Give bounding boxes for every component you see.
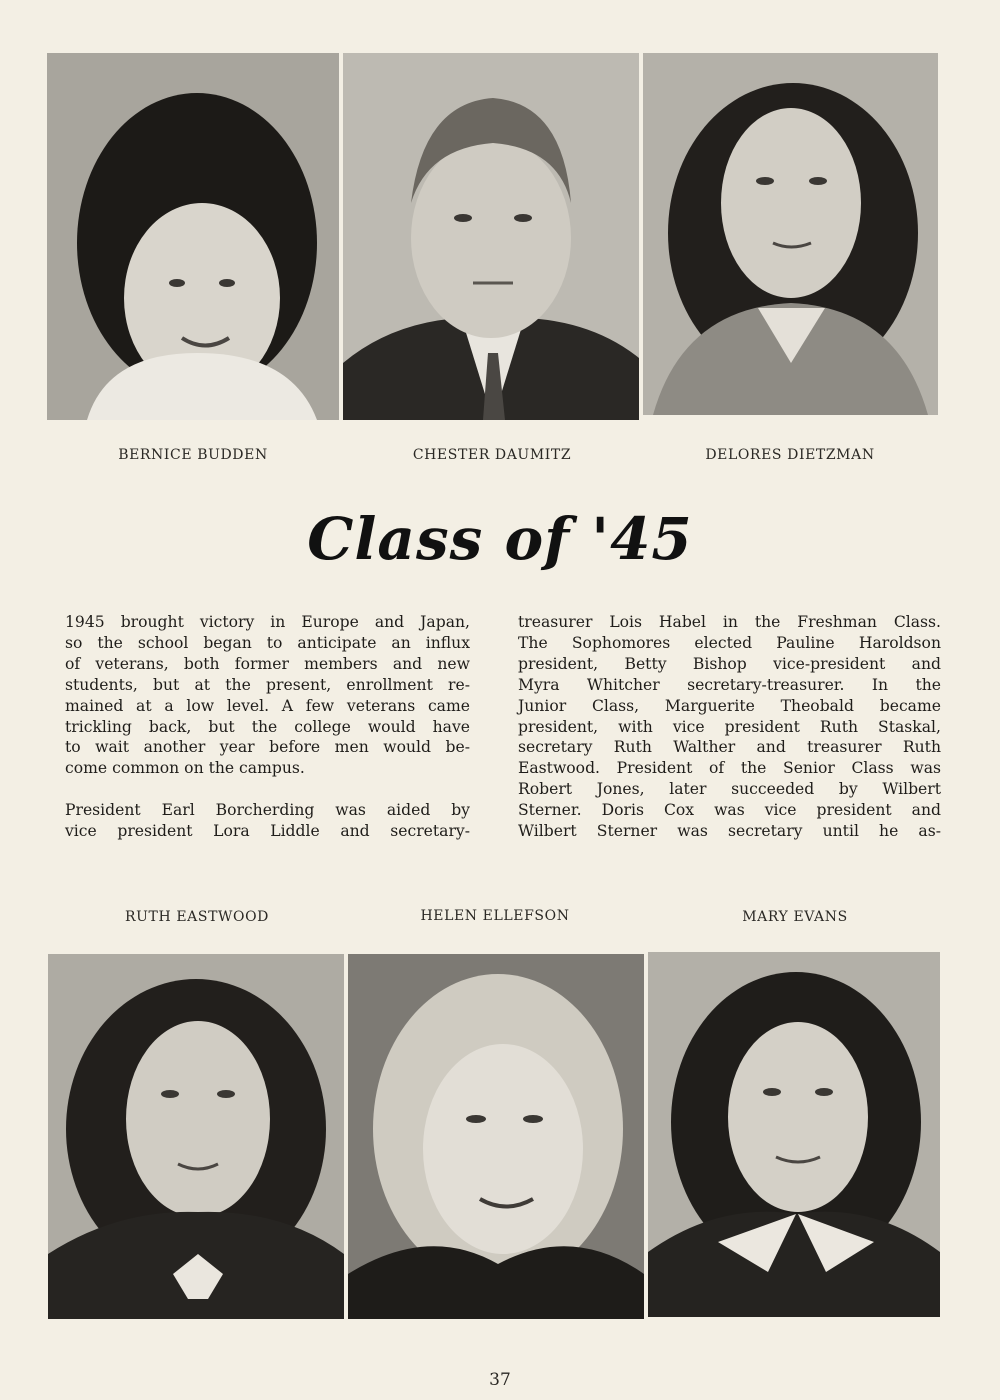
caption-chester-daumitz: CHESTER DAUMITZ: [412, 447, 572, 463]
text-line: Robert Jones, later succeeded by Wilbert: [518, 780, 941, 799]
portrait-mary-evans: [648, 952, 940, 1317]
text-line: The Sophomores elected Pauline Haroldson: [518, 633, 941, 652]
text-line: secretary Ruth Walther and treasurer Ruth: [518, 738, 941, 757]
text-line: Junior Class, Marguerite Theobald became: [518, 696, 941, 715]
text-line: treasurer Lois Habel in the Freshman Class.: [518, 613, 941, 631]
text-line: president, Betty Bishop vice-president and: [518, 654, 941, 673]
text-line: trickling back, but the college would have: [65, 717, 470, 736]
paragraph-continued: [518, 612, 941, 842]
portrait-ruth-eastwood: [48, 954, 344, 1319]
portrait-helen-ellefson: [348, 954, 644, 1319]
paragraph-1: [47, 612, 470, 779]
text-line: of veterans, both former members and new: [65, 654, 470, 673]
text-line: Sterner. Doris Cox was vice president and: [518, 801, 941, 820]
caption-delores-dietzman: DELORES DIETZMAN: [705, 447, 875, 463]
text-line: Wilbert Sterner was secretary until he as-: [518, 822, 941, 841]
caption-mary-evans: MARY EVANS: [742, 909, 848, 925]
text-line: mained at a low level. A few veterans came: [65, 696, 470, 715]
body-text-right-column: [518, 612, 941, 842]
paragraph-2: [47, 800, 470, 842]
caption-helen-ellefson: HELEN ELLEFSON: [420, 908, 570, 924]
text-line: come common on the campus.: [65, 759, 305, 778]
portrait-delores-dietzman: [643, 53, 938, 415]
text-line: President Earl Borcherding was aided by: [65, 801, 470, 820]
text-line: president, with vice president Ruth Staskal,: [518, 717, 941, 736]
text-line: students, but at the present, enrollment re-: [65, 675, 470, 694]
portrait-chester-daumitz: [343, 53, 639, 420]
body-text-left-column: [47, 612, 470, 842]
page-title: Class of '45: [307, 505, 693, 573]
caption-ruth-eastwood: RUTH EASTWOOD: [125, 909, 269, 925]
caption-bernice-budden: BERNICE BUDDEN: [118, 447, 268, 463]
text-line: to wait another year before men would be-: [65, 738, 470, 757]
text-line: vice president Lora Liddle and secretary-: [65, 822, 470, 841]
text-line: Myra Whitcher secretary-treasurer. In the: [518, 675, 941, 694]
text-line: Eastwood. President of the Senior Class was: [518, 759, 941, 778]
text-line: 1945 brought victory in Europe and Japan,: [65, 613, 470, 631]
text-line: so the school began to anticipate an influx: [65, 633, 470, 652]
portrait-bernice-budden: [47, 53, 339, 420]
page-number: 37: [489, 1370, 511, 1390]
